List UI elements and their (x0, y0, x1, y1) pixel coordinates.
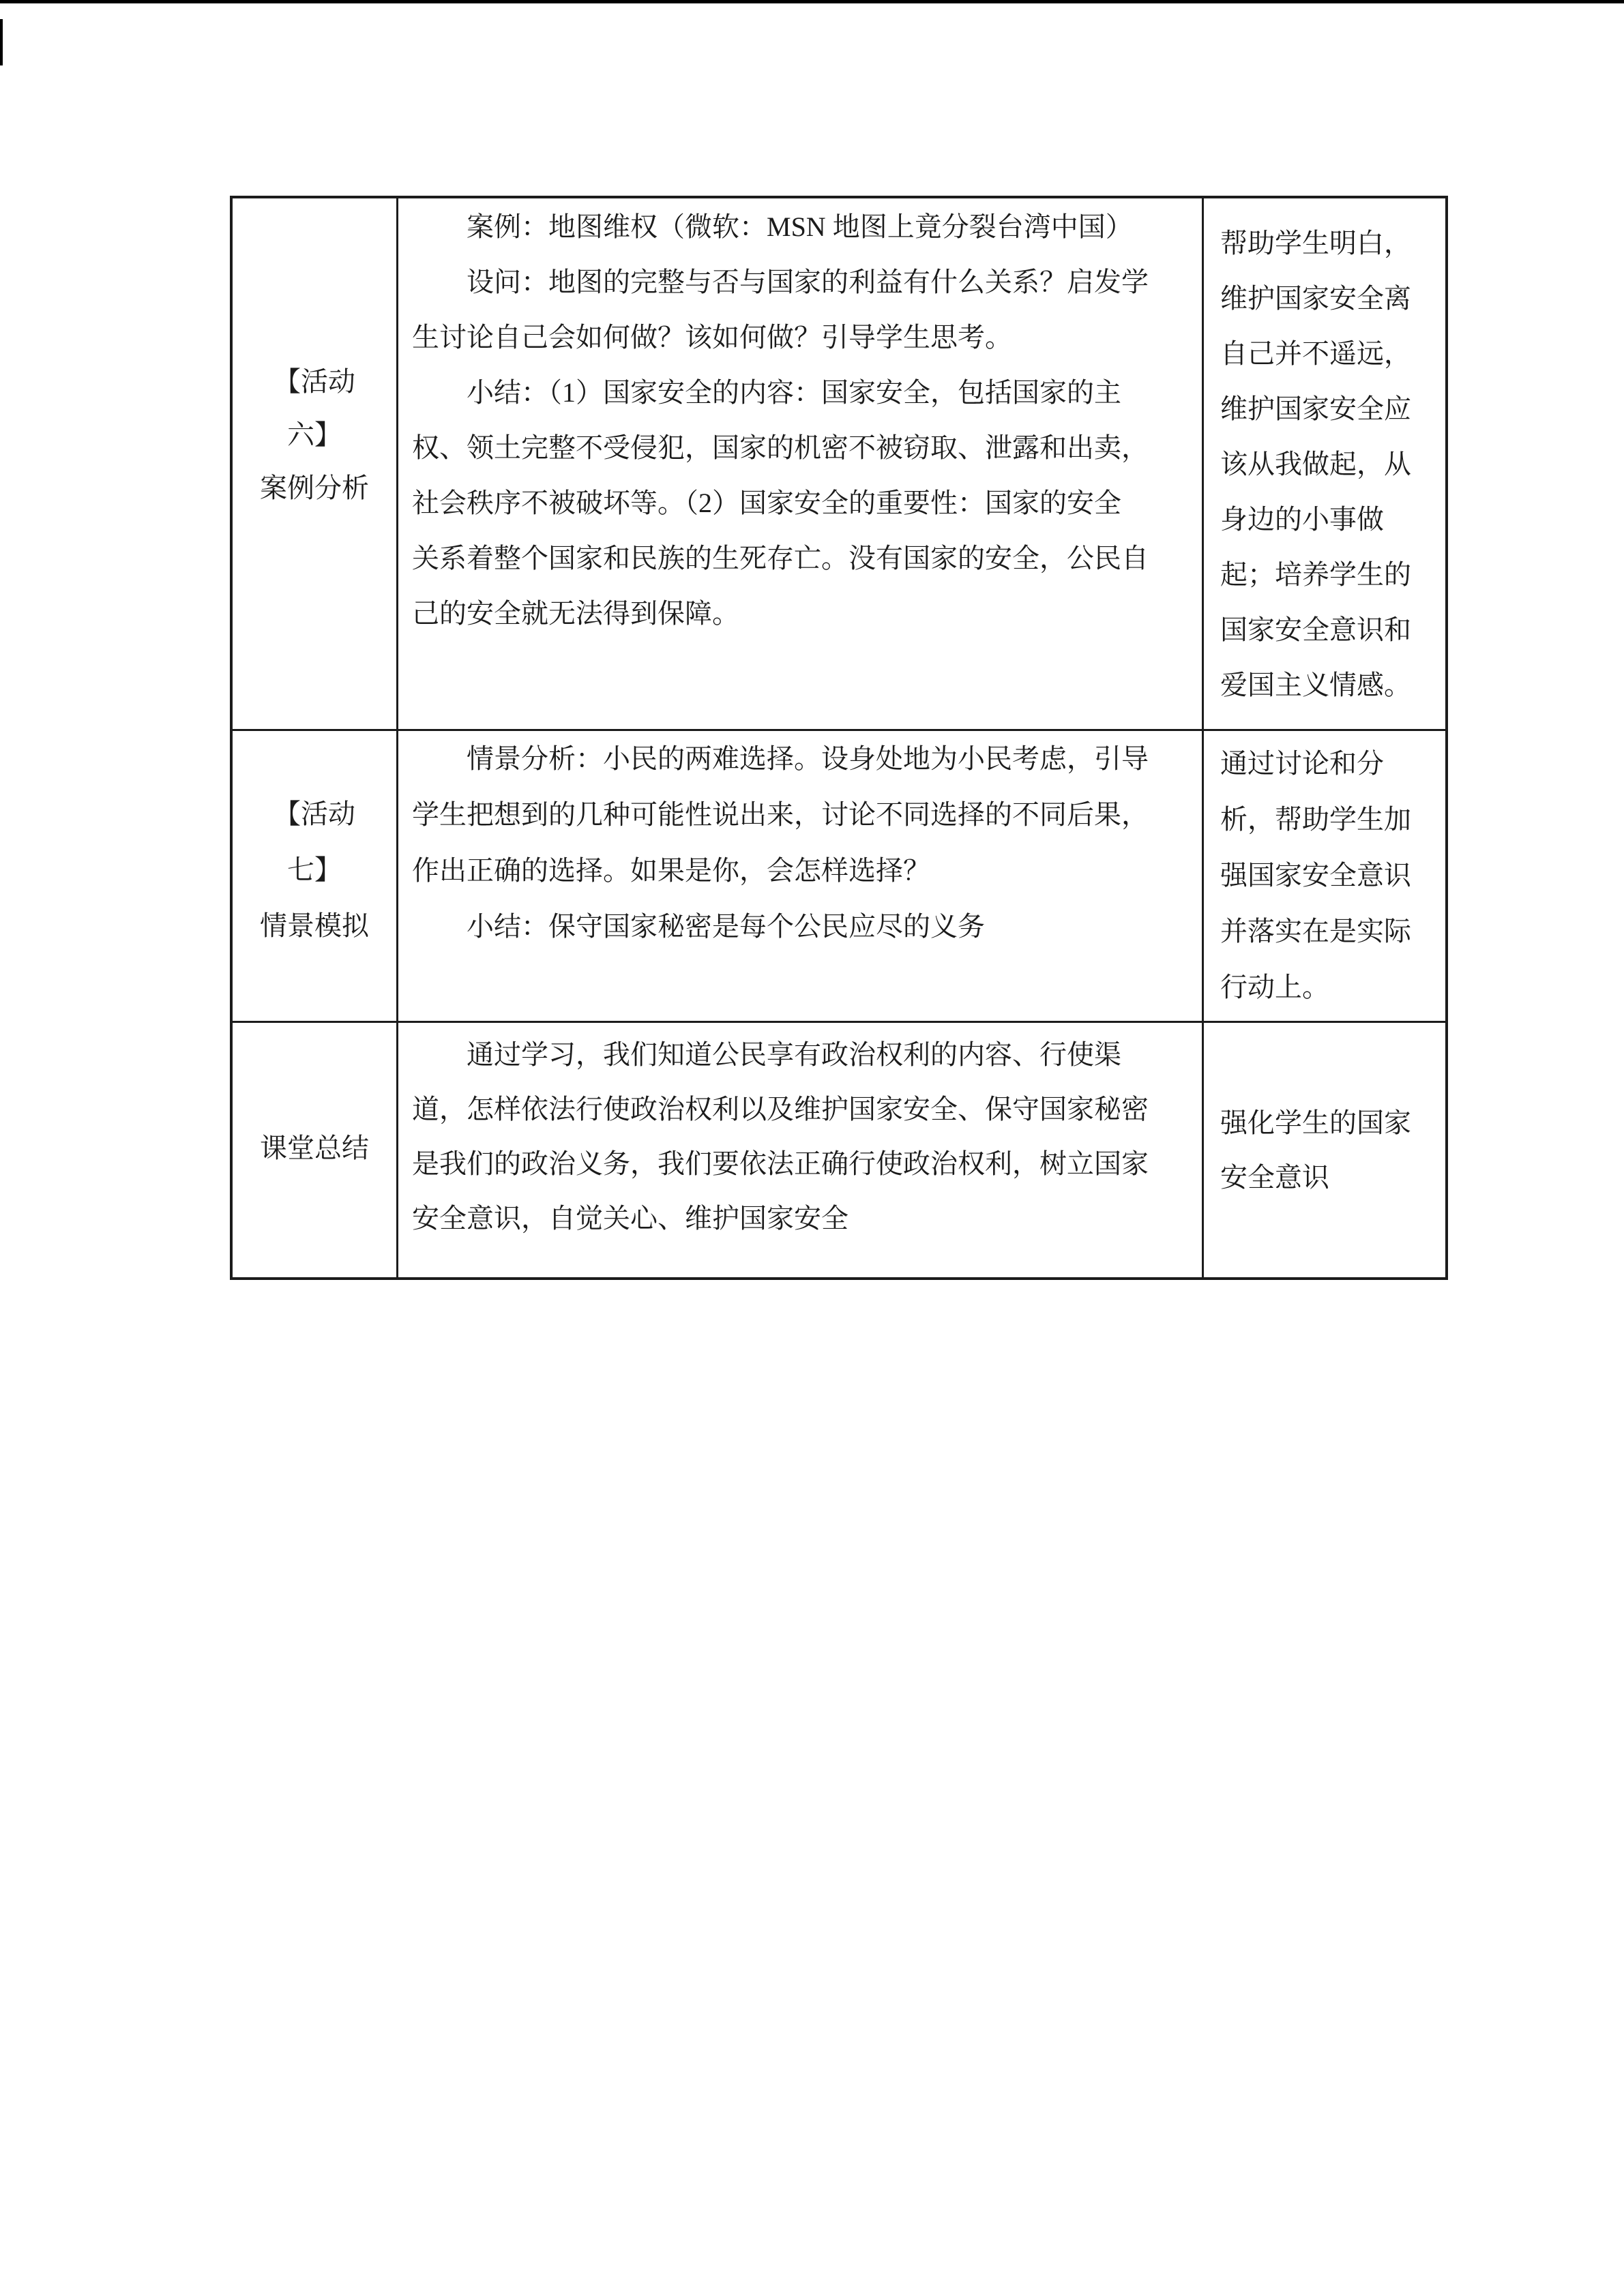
activity-6-purpose-cell (1204, 198, 1445, 731)
activity-7-content-cell (398, 731, 1204, 1023)
activity-6-label-line: 【活动 (274, 366, 355, 397)
class-summary-content-cell (398, 1023, 1204, 1277)
activity-7-label-line: 【活动 (274, 799, 355, 829)
content-line: 权、领土完整不受侵犯，国家的机密不被窃取、泄露和出卖， (412, 432, 1149, 463)
purpose-line: 安全意识 (1220, 1162, 1329, 1193)
scan-top-edge-bar (0, 0, 1624, 3)
content-line: 安全意识，自觉关心、维护国家安全 (412, 1203, 848, 1234)
content-line: 学生把想到的几种可能性说出来，讨论不同选择的不同后果， (412, 799, 1149, 830)
purpose-line: 爱国主义情感。 (1220, 670, 1411, 700)
purpose-line: 国家安全意识和 (1220, 614, 1411, 645)
lesson-plan-table (230, 196, 1448, 1280)
purpose-line: 强国家安全意识 (1220, 860, 1411, 891)
purpose-line: 析，帮助学生加 (1220, 804, 1411, 835)
purpose-line: 起；培养学生的 (1220, 559, 1411, 590)
purpose-line: 维护国家安全离 (1220, 283, 1411, 314)
content-line: 道，怎样依法行使政治权利以及维护国家安全、保守国家秘密 (412, 1094, 1149, 1124)
content-line: 情景分析：小民的两难选择。设身处地为小民考虑，引导 (467, 743, 1149, 774)
class-summary-label-cell (233, 1023, 398, 1277)
activity-6-label-line: 六】 (287, 419, 342, 450)
purpose-line: 并落实在是实际 (1220, 916, 1411, 946)
content-line: 作出正确的选择。如果是你，会怎样选择？ (412, 855, 930, 886)
activity-7-label-line: 情景模拟 (260, 910, 369, 941)
content-line: 关系着整个国家和民族的生死存亡。没有国家的安全，公民自 (412, 543, 1149, 573)
content-line: 设问：地图的完整与否与国家的利益有什么关系？启发学 (467, 267, 1149, 297)
purpose-line: 行动上。 (1220, 972, 1329, 1002)
content-line: 小结：（1）国家安全的内容：国家安全，包括国家的主 (467, 377, 1121, 408)
activity-7-label-cell (233, 731, 398, 1023)
class-summary-label-line: 课堂总结 (260, 1133, 369, 1163)
activity-7-purpose-cell (1204, 731, 1445, 1023)
content-line: 己的安全就无法得到保障。 (412, 598, 739, 629)
purpose-line: 该从我做起，从 (1220, 449, 1411, 479)
purpose-line: 身边的小事做 (1220, 504, 1384, 535)
content-line: 社会秩序不被破坏等。（2）国家安全的重要性：国家的安全 (412, 488, 1121, 518)
activity-6-content-cell (398, 198, 1204, 731)
activity-7-label-line: 七】 (287, 854, 342, 885)
activity-6-label-line: 案例分析 (260, 473, 369, 503)
purpose-line: 维护国家安全应 (1220, 393, 1411, 424)
content-line: 生讨论自己会如何做？该如何做？引导学生思考。 (412, 322, 1012, 353)
purpose-line: 强化学生的国家 (1220, 1107, 1411, 1138)
purpose-line: 帮助学生明白， (1220, 228, 1411, 258)
content-line: 案例：地图维权（微软：MSN 地图上竟分裂台湾中国） (467, 211, 1133, 242)
content-line: 通过学习，我们知道公民享有政治权利的内容、行使渠 (467, 1039, 1121, 1070)
class-summary-purpose-cell (1204, 1023, 1445, 1277)
scan-left-edge-mark (0, 19, 3, 65)
content-line: 是我们的政治义务，我们要依法正确行使政治权利，树立国家 (412, 1148, 1149, 1179)
activity-6-label-cell (233, 198, 398, 731)
purpose-line: 通过讨论和分 (1220, 748, 1384, 779)
content-line: 小结：保守国家秘密是每个公民应尽的义务 (467, 911, 985, 942)
purpose-line: 自己并不遥远， (1220, 338, 1411, 369)
